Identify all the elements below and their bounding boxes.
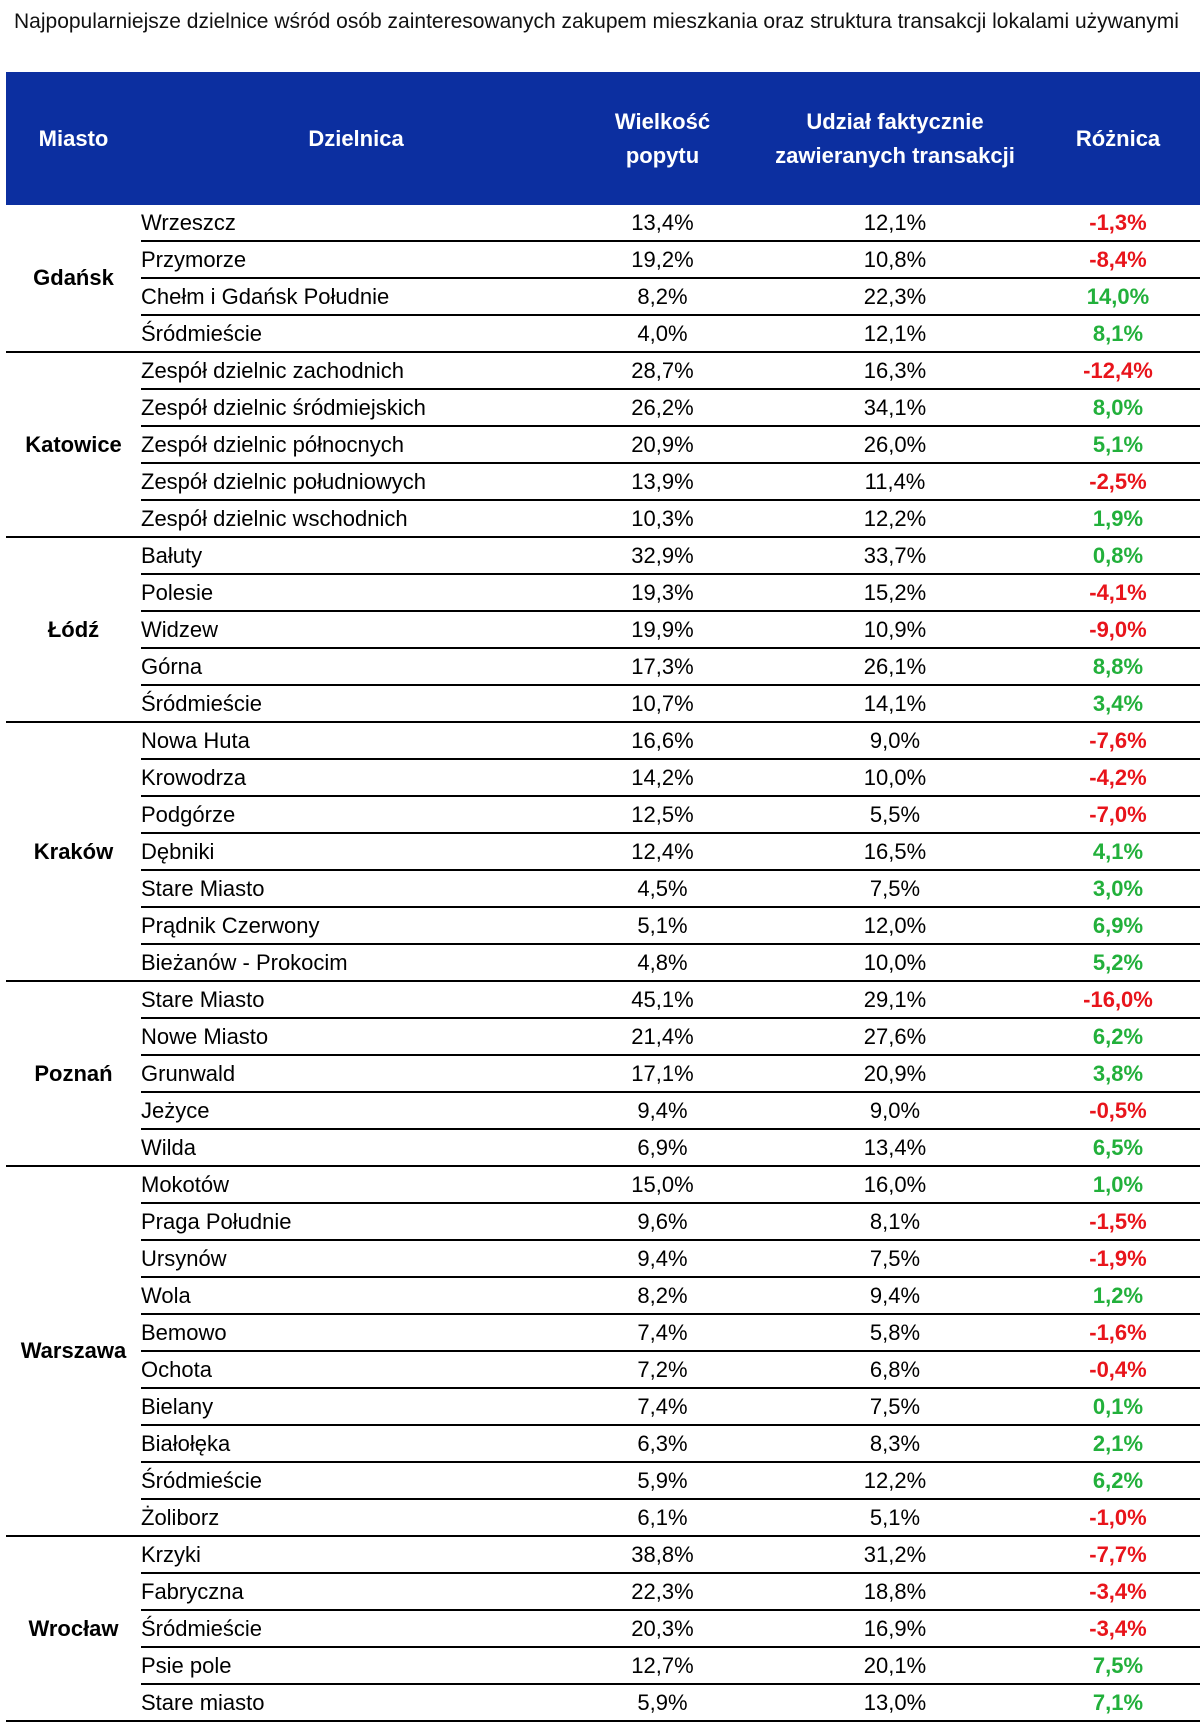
share-cell: 10,8%	[754, 241, 1036, 278]
demand-cell: 15,0%	[571, 1166, 754, 1203]
table-row	[6, 685, 1200, 722]
demand-cell: 6,9%	[571, 1129, 754, 1166]
table-row	[6, 1647, 1200, 1684]
demand-cell: 6,1%	[571, 1499, 754, 1536]
district-cell: Psie pole	[141, 1647, 571, 1684]
table-row	[6, 278, 1200, 315]
share-cell: 9,0%	[754, 1092, 1036, 1129]
demand-cell: 13,4%	[571, 205, 754, 241]
table-row	[6, 1277, 1200, 1314]
district-cell: Bieżanów - Prokocim	[141, 944, 571, 981]
district-cell: Dębniki	[141, 833, 571, 870]
table-row	[6, 1388, 1200, 1425]
table-row	[6, 1499, 1200, 1536]
share-cell: 14,1%	[754, 685, 1036, 722]
diff-cell: -16,0%	[1036, 981, 1200, 1018]
share-cell: 13,4%	[754, 1129, 1036, 1166]
share-cell: 10,9%	[754, 611, 1036, 648]
diff-cell: -1,6%	[1036, 1314, 1200, 1351]
district-cell: Ochota	[141, 1351, 571, 1388]
diff-cell: -4,1%	[1036, 574, 1200, 611]
district-cell: Polesie	[141, 574, 571, 611]
share-cell: 9,4%	[754, 1277, 1036, 1314]
demand-cell: 32,9%	[571, 537, 754, 574]
city-cell: Katowice	[6, 352, 141, 537]
table-row	[6, 907, 1200, 944]
share-cell: 10,0%	[754, 759, 1036, 796]
diff-cell: 3,4%	[1036, 685, 1200, 722]
demand-cell: 20,9%	[571, 426, 754, 463]
diff-cell: 7,5%	[1036, 1647, 1200, 1684]
district-cell: Grunwald	[141, 1055, 571, 1092]
demand-cell: 45,1%	[571, 981, 754, 1018]
share-cell: 20,1%	[754, 1647, 1036, 1684]
diff-cell: -12,4%	[1036, 352, 1200, 389]
demand-cell: 8,2%	[571, 278, 754, 315]
table-row	[6, 1129, 1200, 1166]
district-cell: Podgórze	[141, 796, 571, 833]
table-row	[6, 611, 1200, 648]
table-row	[6, 833, 1200, 870]
table-row	[6, 426, 1200, 463]
share-cell: 26,1%	[754, 648, 1036, 685]
table-row	[6, 759, 1200, 796]
demand-cell: 7,2%	[571, 1351, 754, 1388]
district-cell: Stare Miasto	[141, 981, 571, 1018]
demand-cell: 21,4%	[571, 1018, 754, 1055]
demand-cell: 4,5%	[571, 870, 754, 907]
share-cell: 8,1%	[754, 1203, 1036, 1240]
demand-cell: 9,4%	[571, 1092, 754, 1129]
demand-cell: 26,2%	[571, 389, 754, 426]
share-cell: 27,6%	[754, 1018, 1036, 1055]
table-row	[6, 500, 1200, 537]
demand-cell: 20,3%	[571, 1610, 754, 1647]
district-cell: Śródmieście	[141, 315, 571, 352]
diff-cell: 8,1%	[1036, 315, 1200, 352]
table-title: Najpopularniejsze dzielnice wśród osób zainteresowanych zakupem mieszkania oraz struktura transakcji lokalami używanymi	[14, 10, 1179, 33]
table-row	[6, 722, 1200, 759]
table-body	[6, 205, 1200, 1721]
diff-cell: 1,9%	[1036, 500, 1200, 537]
demand-cell: 9,6%	[571, 1203, 754, 1240]
share-cell: 20,9%	[754, 1055, 1036, 1092]
header-diff: Różnica	[1036, 72, 1200, 205]
table-row	[6, 981, 1200, 1018]
diff-cell: -1,5%	[1036, 1203, 1200, 1240]
city-cell: Wrocław	[6, 1536, 141, 1721]
header-city: Miasto	[6, 72, 141, 205]
diff-cell: -0,4%	[1036, 1351, 1200, 1388]
diff-cell: 6,5%	[1036, 1129, 1200, 1166]
district-cell: Zespół dzielnic południowych	[141, 463, 571, 500]
district-cell: Wilda	[141, 1129, 571, 1166]
district-cell: Śródmieście	[141, 685, 571, 722]
table-row	[6, 1351, 1200, 1388]
demand-cell: 5,1%	[571, 907, 754, 944]
district-cell: Bemowo	[141, 1314, 571, 1351]
table-row	[6, 315, 1200, 352]
city-cell: Łódź	[6, 537, 141, 722]
demand-cell: 10,3%	[571, 500, 754, 537]
districts-table	[6, 72, 1200, 1722]
district-cell: Zespół dzielnic północnych	[141, 426, 571, 463]
diff-cell: -1,0%	[1036, 1499, 1200, 1536]
diff-cell: -4,2%	[1036, 759, 1200, 796]
share-cell: 9,0%	[754, 722, 1036, 759]
share-cell: 5,1%	[754, 1499, 1036, 1536]
demand-cell: 4,8%	[571, 944, 754, 981]
share-cell: 5,5%	[754, 796, 1036, 833]
demand-cell: 14,2%	[571, 759, 754, 796]
share-cell: 18,8%	[754, 1573, 1036, 1610]
table-row	[6, 1203, 1200, 1240]
share-cell: 5,8%	[754, 1314, 1036, 1351]
share-cell: 34,1%	[754, 389, 1036, 426]
diff-cell: 8,8%	[1036, 648, 1200, 685]
diff-cell: -9,0%	[1036, 611, 1200, 648]
table-row	[6, 1314, 1200, 1351]
diff-cell: -3,4%	[1036, 1573, 1200, 1610]
table-row	[6, 352, 1200, 389]
diff-cell: 3,8%	[1036, 1055, 1200, 1092]
district-cell: Prądnik Czerwony	[141, 907, 571, 944]
share-cell: 12,2%	[754, 500, 1036, 537]
district-cell: Fabryczna	[141, 1573, 571, 1610]
diff-cell: 5,1%	[1036, 426, 1200, 463]
share-cell: 16,3%	[754, 352, 1036, 389]
demand-cell: 12,7%	[571, 1647, 754, 1684]
district-cell: Zespół dzielnic zachodnich	[141, 352, 571, 389]
demand-cell: 17,1%	[571, 1055, 754, 1092]
header-demand-label: Wielkość popytu	[614, 108, 711, 168]
district-cell: Wola	[141, 1277, 571, 1314]
table-row	[6, 648, 1200, 685]
district-cell: Wrzeszcz	[141, 205, 571, 241]
city-cell: Kraków	[6, 722, 141, 981]
demand-cell: 6,3%	[571, 1425, 754, 1462]
diff-cell: -0,5%	[1036, 1092, 1200, 1129]
table-row	[6, 537, 1200, 574]
district-cell: Zespół dzielnic wschodnich	[141, 500, 571, 537]
district-cell: Górna	[141, 648, 571, 685]
district-cell: Bielany	[141, 1388, 571, 1425]
diff-cell: -7,6%	[1036, 722, 1200, 759]
diff-cell: 6,2%	[1036, 1462, 1200, 1499]
table-row	[6, 870, 1200, 907]
diff-cell: 1,0%	[1036, 1166, 1200, 1203]
share-cell: 12,2%	[754, 1462, 1036, 1499]
diff-cell: 4,1%	[1036, 833, 1200, 870]
diff-cell: 0,8%	[1036, 537, 1200, 574]
header-demand	[571, 72, 754, 205]
share-cell: 15,2%	[754, 574, 1036, 611]
table-row	[6, 1536, 1200, 1573]
demand-cell: 19,3%	[571, 574, 754, 611]
share-cell: 7,5%	[754, 1240, 1036, 1277]
header-row	[6, 72, 1200, 205]
diff-cell: 8,0%	[1036, 389, 1200, 426]
table-row	[6, 1092, 1200, 1129]
share-cell: 12,1%	[754, 315, 1036, 352]
diff-cell: -8,4%	[1036, 241, 1200, 278]
table-row	[6, 1240, 1200, 1277]
demand-cell: 17,3%	[571, 648, 754, 685]
district-cell: Zespół dzielnic śródmiejskich	[141, 389, 571, 426]
share-cell: 7,5%	[754, 1388, 1036, 1425]
district-cell: Krzyki	[141, 1536, 571, 1573]
diff-cell: -7,0%	[1036, 796, 1200, 833]
share-cell: 16,5%	[754, 833, 1036, 870]
share-cell: 8,3%	[754, 1425, 1036, 1462]
share-cell: 7,5%	[754, 870, 1036, 907]
header-share	[754, 72, 1036, 205]
diff-cell: -2,5%	[1036, 463, 1200, 500]
table-row	[6, 389, 1200, 426]
demand-cell: 19,9%	[571, 611, 754, 648]
district-cell: Stare Miasto	[141, 870, 571, 907]
table-row	[6, 205, 1200, 241]
diff-cell: 6,9%	[1036, 907, 1200, 944]
district-cell: Jeżyce	[141, 1092, 571, 1129]
district-cell: Śródmieście	[141, 1610, 571, 1647]
demand-cell: 8,2%	[571, 1277, 754, 1314]
demand-cell: 5,9%	[571, 1684, 754, 1721]
share-cell: 12,0%	[754, 907, 1036, 944]
demand-cell: 13,9%	[571, 463, 754, 500]
diff-cell: 5,2%	[1036, 944, 1200, 981]
table-row	[6, 241, 1200, 278]
share-cell: 22,3%	[754, 278, 1036, 315]
share-cell: 31,2%	[754, 1536, 1036, 1573]
table-row	[6, 796, 1200, 833]
share-cell: 16,0%	[754, 1166, 1036, 1203]
table-row	[6, 1055, 1200, 1092]
share-cell: 33,7%	[754, 537, 1036, 574]
city-cell: Warszawa	[6, 1166, 141, 1536]
demand-cell: 12,4%	[571, 833, 754, 870]
demand-cell: 38,8%	[571, 1536, 754, 1573]
share-cell: 26,0%	[754, 426, 1036, 463]
diff-cell: -7,7%	[1036, 1536, 1200, 1573]
diff-cell: 2,1%	[1036, 1425, 1200, 1462]
header-district: Dzielnica	[141, 72, 571, 205]
city-cell: Gdańsk	[6, 205, 141, 352]
city-cell: Poznań	[6, 981, 141, 1166]
table-row	[6, 944, 1200, 981]
district-cell: Chełm i Gdańsk Południe	[141, 278, 571, 315]
district-cell: Ursynów	[141, 1240, 571, 1277]
share-cell: 10,0%	[754, 944, 1036, 981]
demand-cell: 28,7%	[571, 352, 754, 389]
district-cell: Śródmieście	[141, 1462, 571, 1499]
table-row	[6, 1684, 1200, 1721]
share-cell: 11,4%	[754, 463, 1036, 500]
diff-cell: 14,0%	[1036, 278, 1200, 315]
district-cell: Krowodrza	[141, 759, 571, 796]
district-cell: Praga Południe	[141, 1203, 571, 1240]
district-cell: Żoliborz	[141, 1499, 571, 1536]
district-cell: Nowa Huta	[141, 722, 571, 759]
district-cell: Nowe Miasto	[141, 1018, 571, 1055]
header-share-label: Udział faktycznie zawieranych transakcji	[775, 108, 1015, 168]
table-row	[6, 1462, 1200, 1499]
demand-cell: 7,4%	[571, 1314, 754, 1351]
diff-cell: 0,1%	[1036, 1388, 1200, 1425]
district-cell: Przymorze	[141, 241, 571, 278]
district-cell: Mokotów	[141, 1166, 571, 1203]
table-row	[6, 574, 1200, 611]
demand-cell: 12,5%	[571, 796, 754, 833]
district-cell: Stare miasto	[141, 1684, 571, 1721]
demand-cell: 4,0%	[571, 315, 754, 352]
table-row	[6, 1425, 1200, 1462]
district-cell: Bałuty	[141, 537, 571, 574]
diff-cell: -1,9%	[1036, 1240, 1200, 1277]
table-row	[6, 1573, 1200, 1610]
diff-cell: 7,1%	[1036, 1684, 1200, 1721]
diff-cell: -3,4%	[1036, 1610, 1200, 1647]
demand-cell: 7,4%	[571, 1388, 754, 1425]
share-cell: 29,1%	[754, 981, 1036, 1018]
table-row	[6, 1018, 1200, 1055]
district-cell: Białołęka	[141, 1425, 571, 1462]
diff-cell: -1,3%	[1036, 205, 1200, 241]
table-row	[6, 463, 1200, 500]
demand-cell: 5,9%	[571, 1462, 754, 1499]
table-row	[6, 1166, 1200, 1203]
diff-cell: 6,2%	[1036, 1018, 1200, 1055]
share-cell: 13,0%	[754, 1684, 1036, 1721]
demand-cell: 10,7%	[571, 685, 754, 722]
district-cell: Widzew	[141, 611, 571, 648]
share-cell: 6,8%	[754, 1351, 1036, 1388]
demand-cell: 16,6%	[571, 722, 754, 759]
share-cell: 16,9%	[754, 1610, 1036, 1647]
diff-cell: 1,2%	[1036, 1277, 1200, 1314]
diff-cell: 3,0%	[1036, 870, 1200, 907]
table-row	[6, 1610, 1200, 1647]
demand-cell: 22,3%	[571, 1573, 754, 1610]
demand-cell: 19,2%	[571, 241, 754, 278]
share-cell: 12,1%	[754, 205, 1036, 241]
demand-cell: 9,4%	[571, 1240, 754, 1277]
